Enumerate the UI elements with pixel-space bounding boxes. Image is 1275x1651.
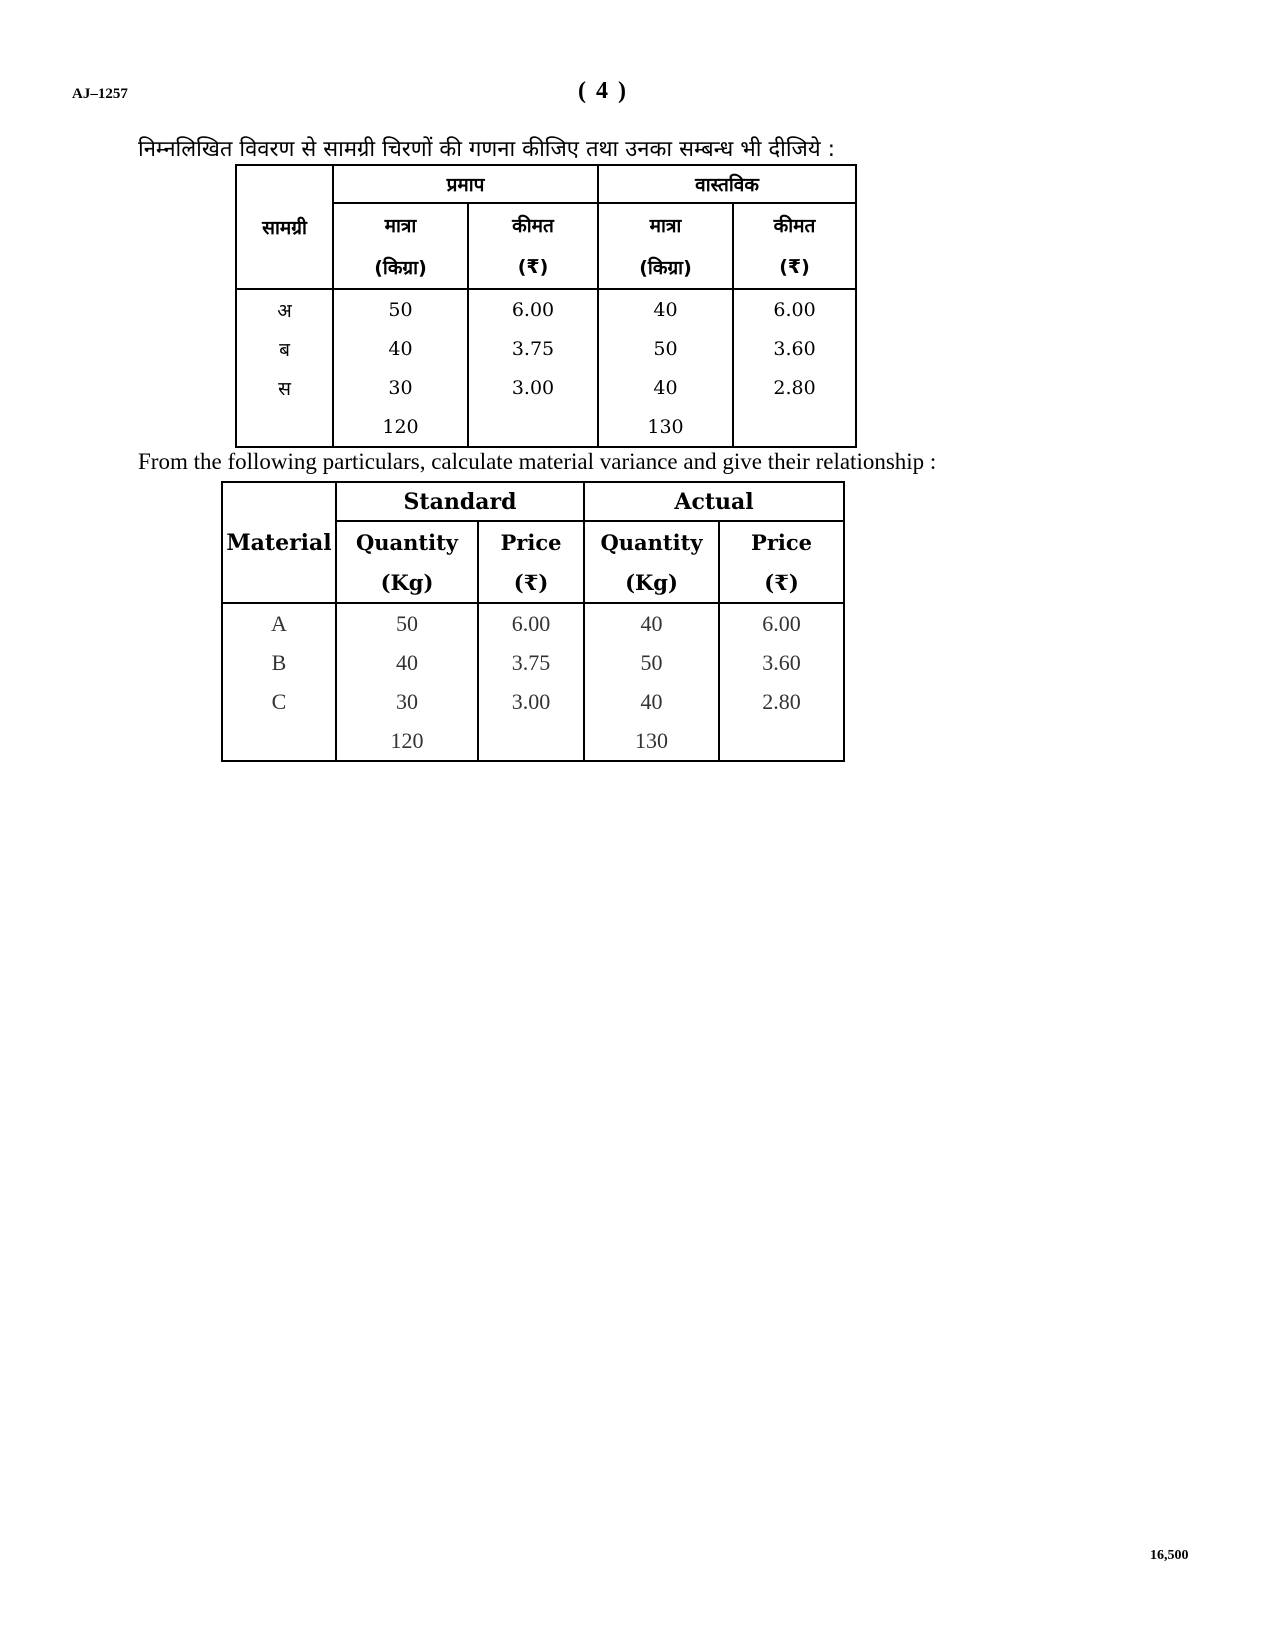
material-cell: A (222, 603, 336, 643)
table-row-header: सामग्री (236, 165, 333, 289)
std-price-cell: 6.00 (468, 289, 598, 329)
std-price-cell: 3.00 (478, 682, 584, 721)
act-qty-cell: 50 (584, 643, 719, 682)
act-price-cell (719, 721, 844, 761)
hindi-material-table (235, 164, 857, 448)
act-price-unit: (₹) (719, 562, 844, 603)
std-price-cell: 3.00 (468, 368, 598, 407)
act-quantity-label: मात्रा (598, 203, 733, 246)
act-quantity-label: Quantity (584, 521, 719, 562)
act-price-cell (733, 407, 856, 447)
std-quantity-label: Quantity (336, 521, 478, 562)
std-quantity-unit: (किग्रा) (333, 246, 468, 289)
page-number: ( 4 ) (578, 78, 628, 104)
material-cell: C (222, 682, 336, 721)
group-standard-header: प्रमाप (333, 165, 598, 203)
act-qty-cell: 40 (598, 368, 733, 407)
material-cell: B (222, 643, 336, 682)
std-price-label: Price (478, 521, 584, 562)
std-qty-cell: 50 (336, 603, 478, 643)
std-price-cell: 6.00 (478, 603, 584, 643)
std-price-cell (468, 407, 598, 447)
std-price-cell: 3.75 (468, 329, 598, 368)
act-price-cell: 6.00 (719, 603, 844, 643)
act-qty-cell: 40 (584, 603, 719, 643)
table-row (236, 368, 856, 407)
act-qty-cell: 40 (598, 289, 733, 329)
act-price-cell: 6.00 (733, 289, 856, 329)
std-quantity-label: मात्रा (333, 203, 468, 246)
act-price-cell: 3.60 (733, 329, 856, 368)
table-row (222, 643, 844, 682)
act-qty-cell: 40 (584, 682, 719, 721)
print-count: 16,500 (1150, 1548, 1189, 1563)
table-row (222, 682, 844, 721)
std-price-label: कीमत (468, 203, 598, 246)
group-standard-header: Standard (336, 482, 584, 521)
hindi-question: निम्नलिखित विवरण से सामग्री चिरणों की गणना कीजिए तथा उनका सम्बन्ध भी दीजिये : (138, 137, 836, 162)
english-question: From the following particulars, calculate material variance and give their relationship : (138, 449, 937, 474)
table-row (222, 603, 844, 643)
std-qty-cell: 40 (333, 329, 468, 368)
act-price-unit: (₹) (733, 246, 856, 289)
std-qty-cell: 50 (333, 289, 468, 329)
act-price-label: कीमत (733, 203, 856, 246)
material-cell: स (236, 368, 333, 407)
std-price-unit: (₹) (478, 562, 584, 603)
act-quantity-unit: (किग्रा) (598, 246, 733, 289)
act-price-cell: 3.60 (719, 643, 844, 682)
act-price-label: Price (719, 521, 844, 562)
act-qty-total: 130 (584, 721, 719, 761)
material-cell (222, 721, 336, 761)
act-qty-total: 130 (598, 407, 733, 447)
group-actual-header: Actual (584, 482, 844, 521)
table-total-row (236, 407, 856, 447)
std-price-unit: (₹) (468, 246, 598, 289)
std-qty-cell: 30 (336, 682, 478, 721)
group-actual-header: वास्तविक (598, 165, 856, 203)
std-qty-cell: 30 (333, 368, 468, 407)
act-price-cell: 2.80 (733, 368, 856, 407)
paper-code: AJ–1257 (72, 86, 128, 102)
material-cell: ब (236, 329, 333, 368)
table-row-header: Material (222, 482, 336, 603)
std-qty-total: 120 (336, 721, 478, 761)
act-qty-cell: 50 (598, 329, 733, 368)
table-row (236, 289, 856, 329)
table-total-row (222, 721, 844, 761)
table-row (236, 329, 856, 368)
act-price-cell: 2.80 (719, 682, 844, 721)
std-price-cell: 3.75 (478, 643, 584, 682)
material-cell (236, 407, 333, 447)
std-price-cell (478, 721, 584, 761)
std-qty-total: 120 (333, 407, 468, 447)
std-quantity-unit: (Kg) (336, 562, 478, 603)
std-qty-cell: 40 (336, 643, 478, 682)
english-material-table (221, 481, 845, 762)
material-cell: अ (236, 289, 333, 329)
act-quantity-unit: (Kg) (584, 562, 719, 603)
